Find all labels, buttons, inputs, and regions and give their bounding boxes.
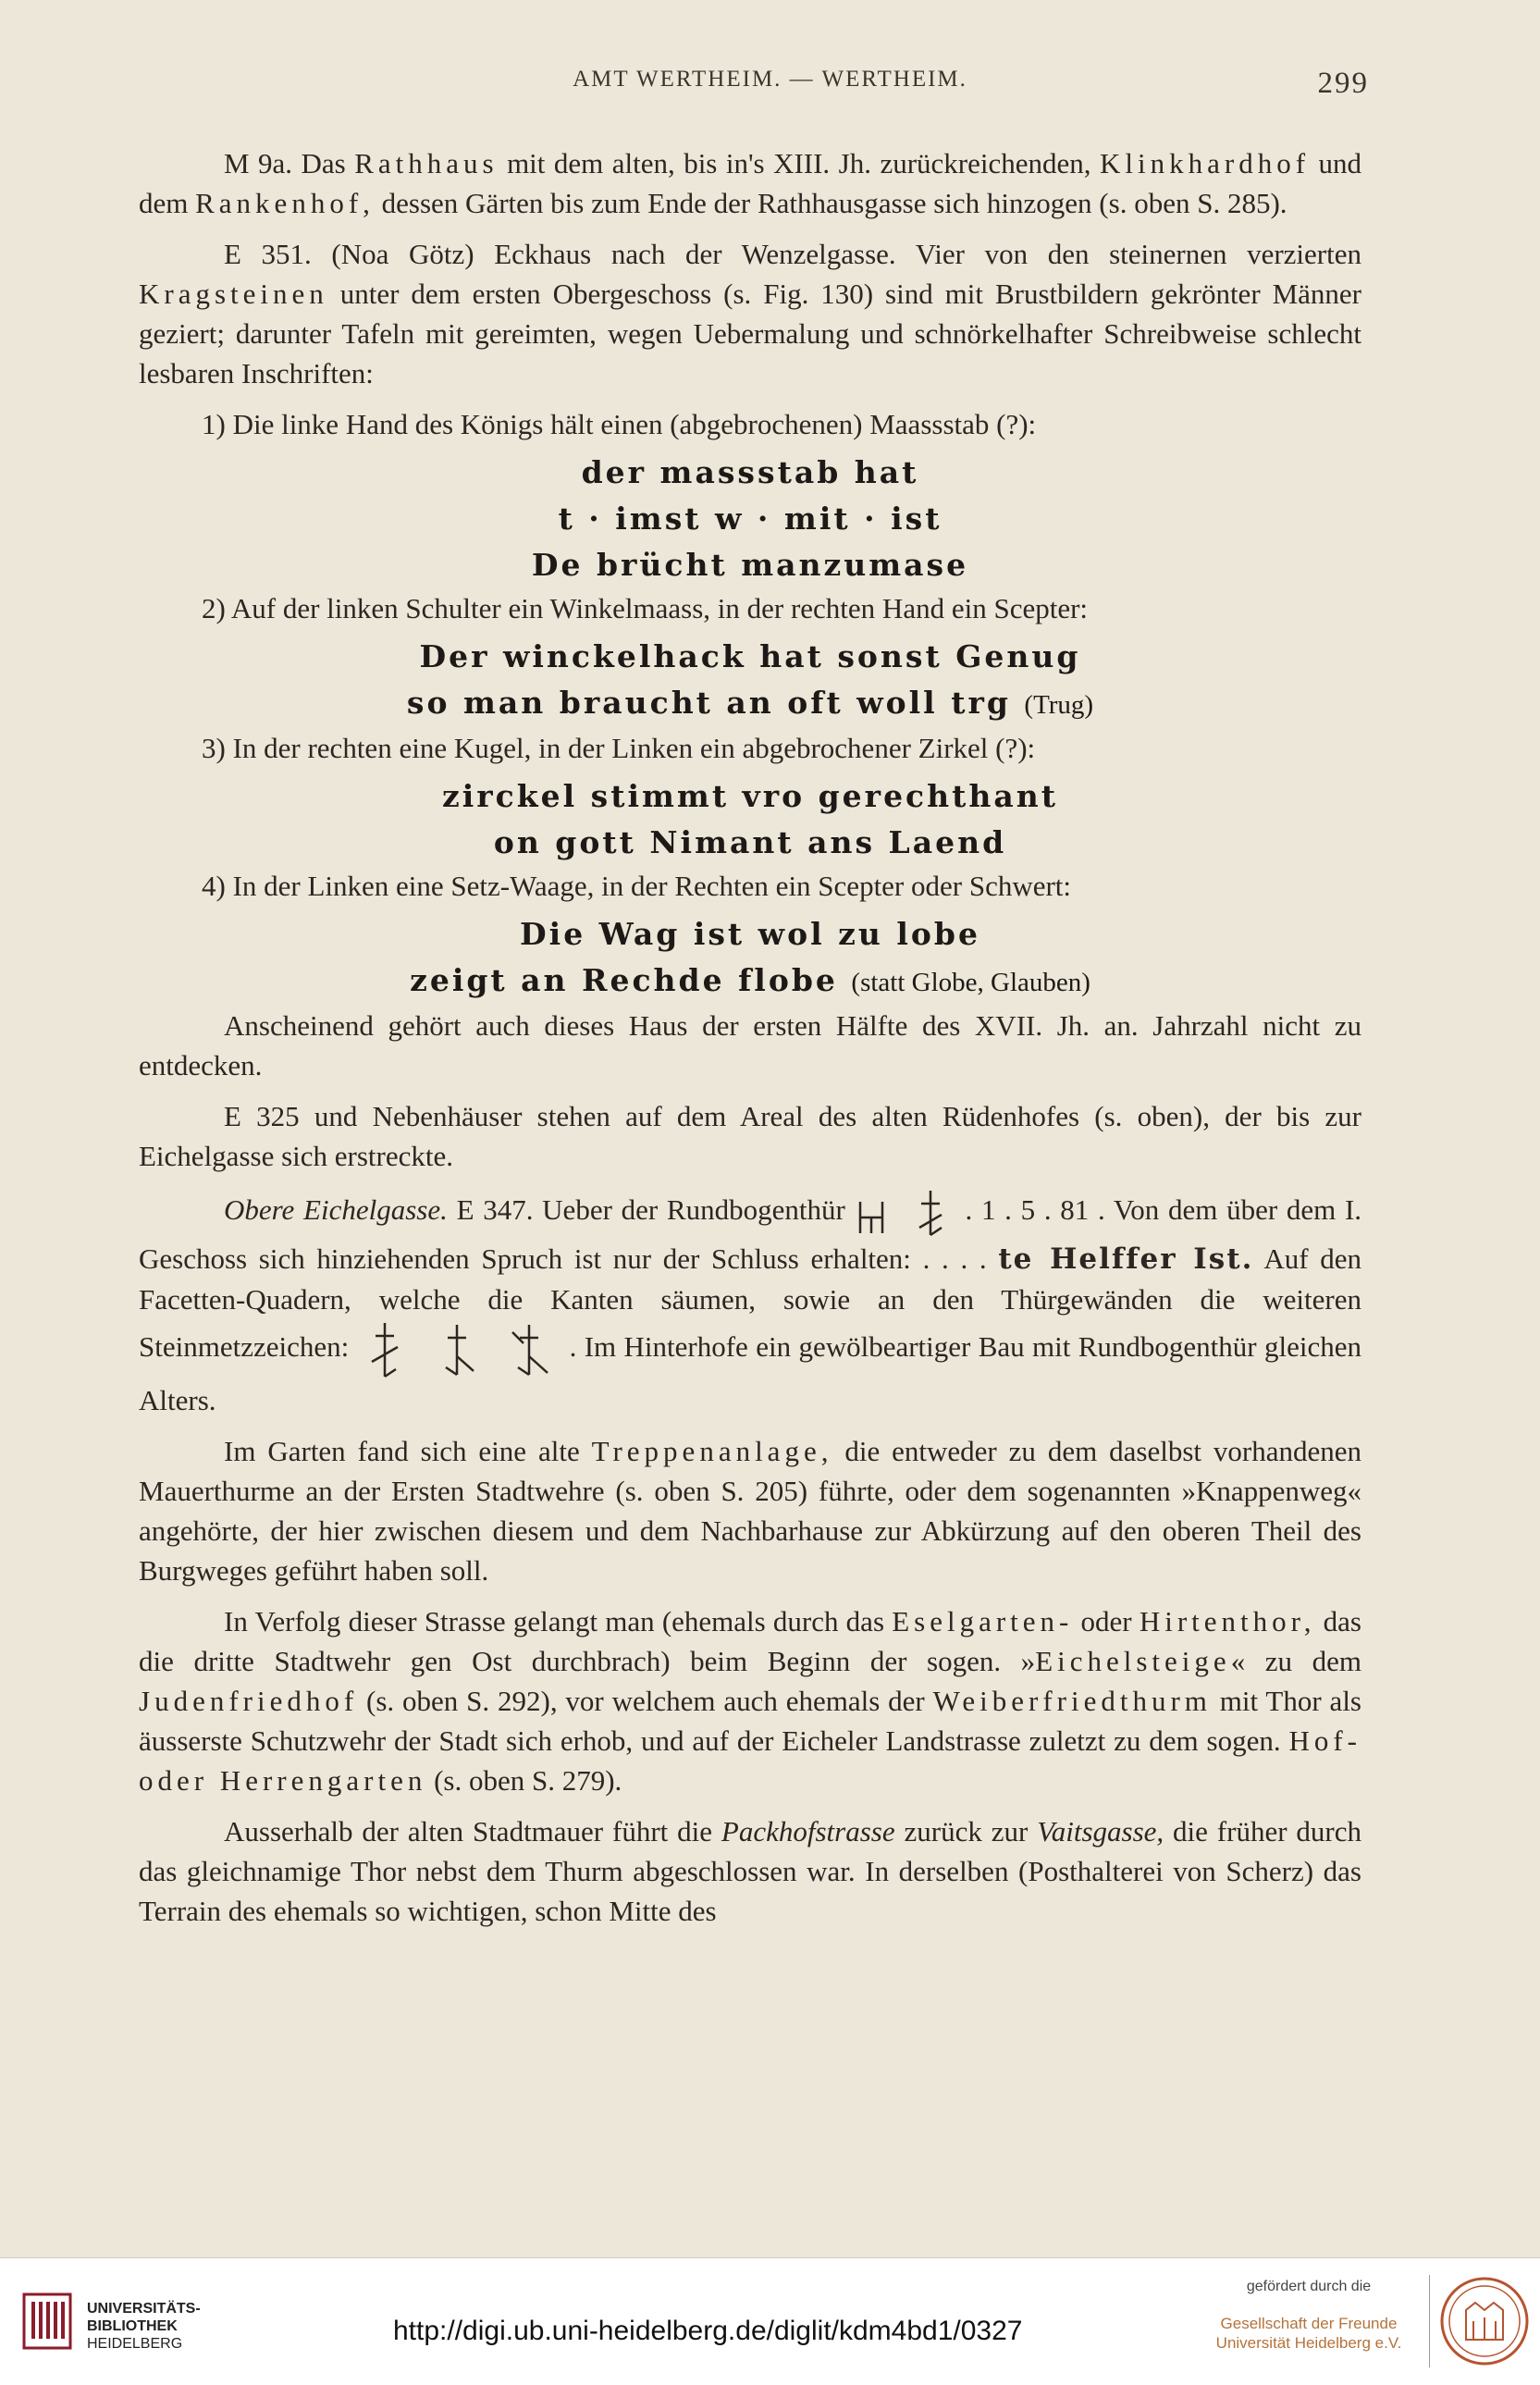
paragraph: Anscheinend gehört auch dieses Haus der ersten Hälfte des XVII. Jh. an. Jahrzahl nicht zu entdecken.	[139, 1009, 1361, 1081]
inscription-verse: Die Wag ist wol zu lobe zeigt an Rechde flobe (statt Globe, Glauben)	[410, 916, 1090, 998]
paragraph: Im Garten fand sich eine alte Treppenanlage, die entweder zu dem daselbst vorhandenen Mauerthurme an der Ersten Stadtwehre (s. oben S. 205) führte, oder dem sogenannten »Knappenweg« angehörte, der hier zwischen diesem und dem Nachbarhause zur Abkürzung auf den oberen Theil des Burgweges geführt haben soll.	[139, 1435, 1361, 1587]
paragraph: M 9a. Das Rathhaus mit dem alten, bis in's XIII. Jh. zurückreichenden, Klinkhardhof und dem Rankenhof, dessen Gärten bis zum Ende der Rathhausgasse sich hinzogen (s. oben S. 285).	[139, 147, 1362, 219]
inscription-verse: zirckel stimmt vro gerechthant on gott Nimant ans Laend	[441, 778, 1059, 860]
university-seal-icon	[1438, 2275, 1531, 2367]
stonemason-mark	[357, 1319, 570, 1380]
running-head: AMT WERTHEIM. — WERTHEIM.	[573, 67, 967, 92]
page-number: 299	[1317, 67, 1369, 100]
paragraph: E 351. (Noa Götz) Eckhaus nach der Wenzelgasse. Vier von den steinernen verzierten Kragsteinen unter dem ersten Obergeschoss (s. Fig. 130) sind mit Brustbildern gekrönter Männer geziert; darunter Tafeln mit gereimten, wegen Uebermalung und schnörkelhafter Schreibweise schlecht lesbaren Inschriften:	[139, 238, 1361, 389]
sponsor-name: Gesellschaft der Freunde Universität Heidelberg e.V.	[1215, 2315, 1402, 2352]
inscription-verse: Der winckelhack hat sonst Genug so man braucht an oft woll trg (Trug)	[406, 638, 1094, 721]
inscription-item-label: 1) Die linke Hand des Königs hält einen (abgebrochenen) Maassstab (?):	[202, 408, 1037, 440]
inscription-item-label: 3) In der rechten eine Kugel, in der Linken ein abgebrochener Zirkel (?):	[202, 732, 1036, 764]
library-name: UNIVERSITÄTS- BIBLIOTHEK HEIDELBERG	[87, 2301, 201, 2352]
permalink-url[interactable]: http://digi.ub.uni-heidelberg.de/diglit/kdm4bd1/0327	[393, 2316, 1023, 2346]
university-library-logo	[20, 2291, 74, 2352]
paragraph: E 325 und Nebenhäuser stehen auf dem Areal des alten Rüdenhofes (s. oben), der bis zur Eichelgasse sich erstreckte.	[139, 1100, 1361, 1172]
paragraph: Ausserhalb der alten Stadtmauer führt die Packhofstrasse zurück zur Vaitsgasse, die früher durch das gleichnamige Thor nebst dem Thurm abgeschlossen war. In derselben (Posthalterei von Scherz) das Terrain des ehemals so wichtigen, schon Mitte des	[139, 1815, 1361, 1927]
paragraph: In Verfolg dieser Strasse gelangt man (ehemals durch das Eselgarten- oder Hirtenthor, das die dritte Stadtwehr gen Ost durchbrach) beim Beginn der sogen. »Eichelsteige« zu dem Judenfriedhof (s. oben S. 292), vor welchem auch ehemals der Weiberfriedthurm mit Thor als äusserste Schutzwehr der Stadt sich erhob, und auf der Eicheler Landstrasse zuletzt zu dem sogen. Hof- oder Herrengarten (s. oben S. 279).	[139, 1605, 1362, 1797]
inscription-verse: der massstab hat t · imst w · mit · ist De brücht manzumase	[531, 454, 969, 583]
body-text	[139, 143, 1361, 1942]
stonemason-mark	[855, 1187, 966, 1239]
inscription-item-label: 4) In der Linken eine Setz-Waage, in der Rechten ein Scepter oder Schwert:	[202, 870, 1072, 902]
footer-divider	[1429, 2275, 1430, 2367]
paragraph: Obere Eichelgasse. E 347. Ueber der Rundbogenthür . 1 . 5 . 81 . Von dem über dem I. Geschoss sich hinziehenden Spruch ist nur der Schluss erhalten: . . . . te Helffer Ist. Auf den Facetten-Quadern, welche die Kanten säumen, sowie an den Thürgewänden die weiteren Steinmetzzeichen: . Im Hinterhofe ein gewölbeartiger Bau mit Rundbogenthür gleichen Alters.	[139, 1187, 1361, 1420]
inscription-item-label: 2) Auf der linken Schulter ein Winkelmaass, in der rechten Hand ein Scepter:	[202, 592, 1089, 624]
sponsor-credit: gefördert durch die Gesellschaft der Freunde Universität Heidelberg e.V.	[1189, 2279, 1429, 2353]
footer-bar	[0, 2257, 1540, 2385]
